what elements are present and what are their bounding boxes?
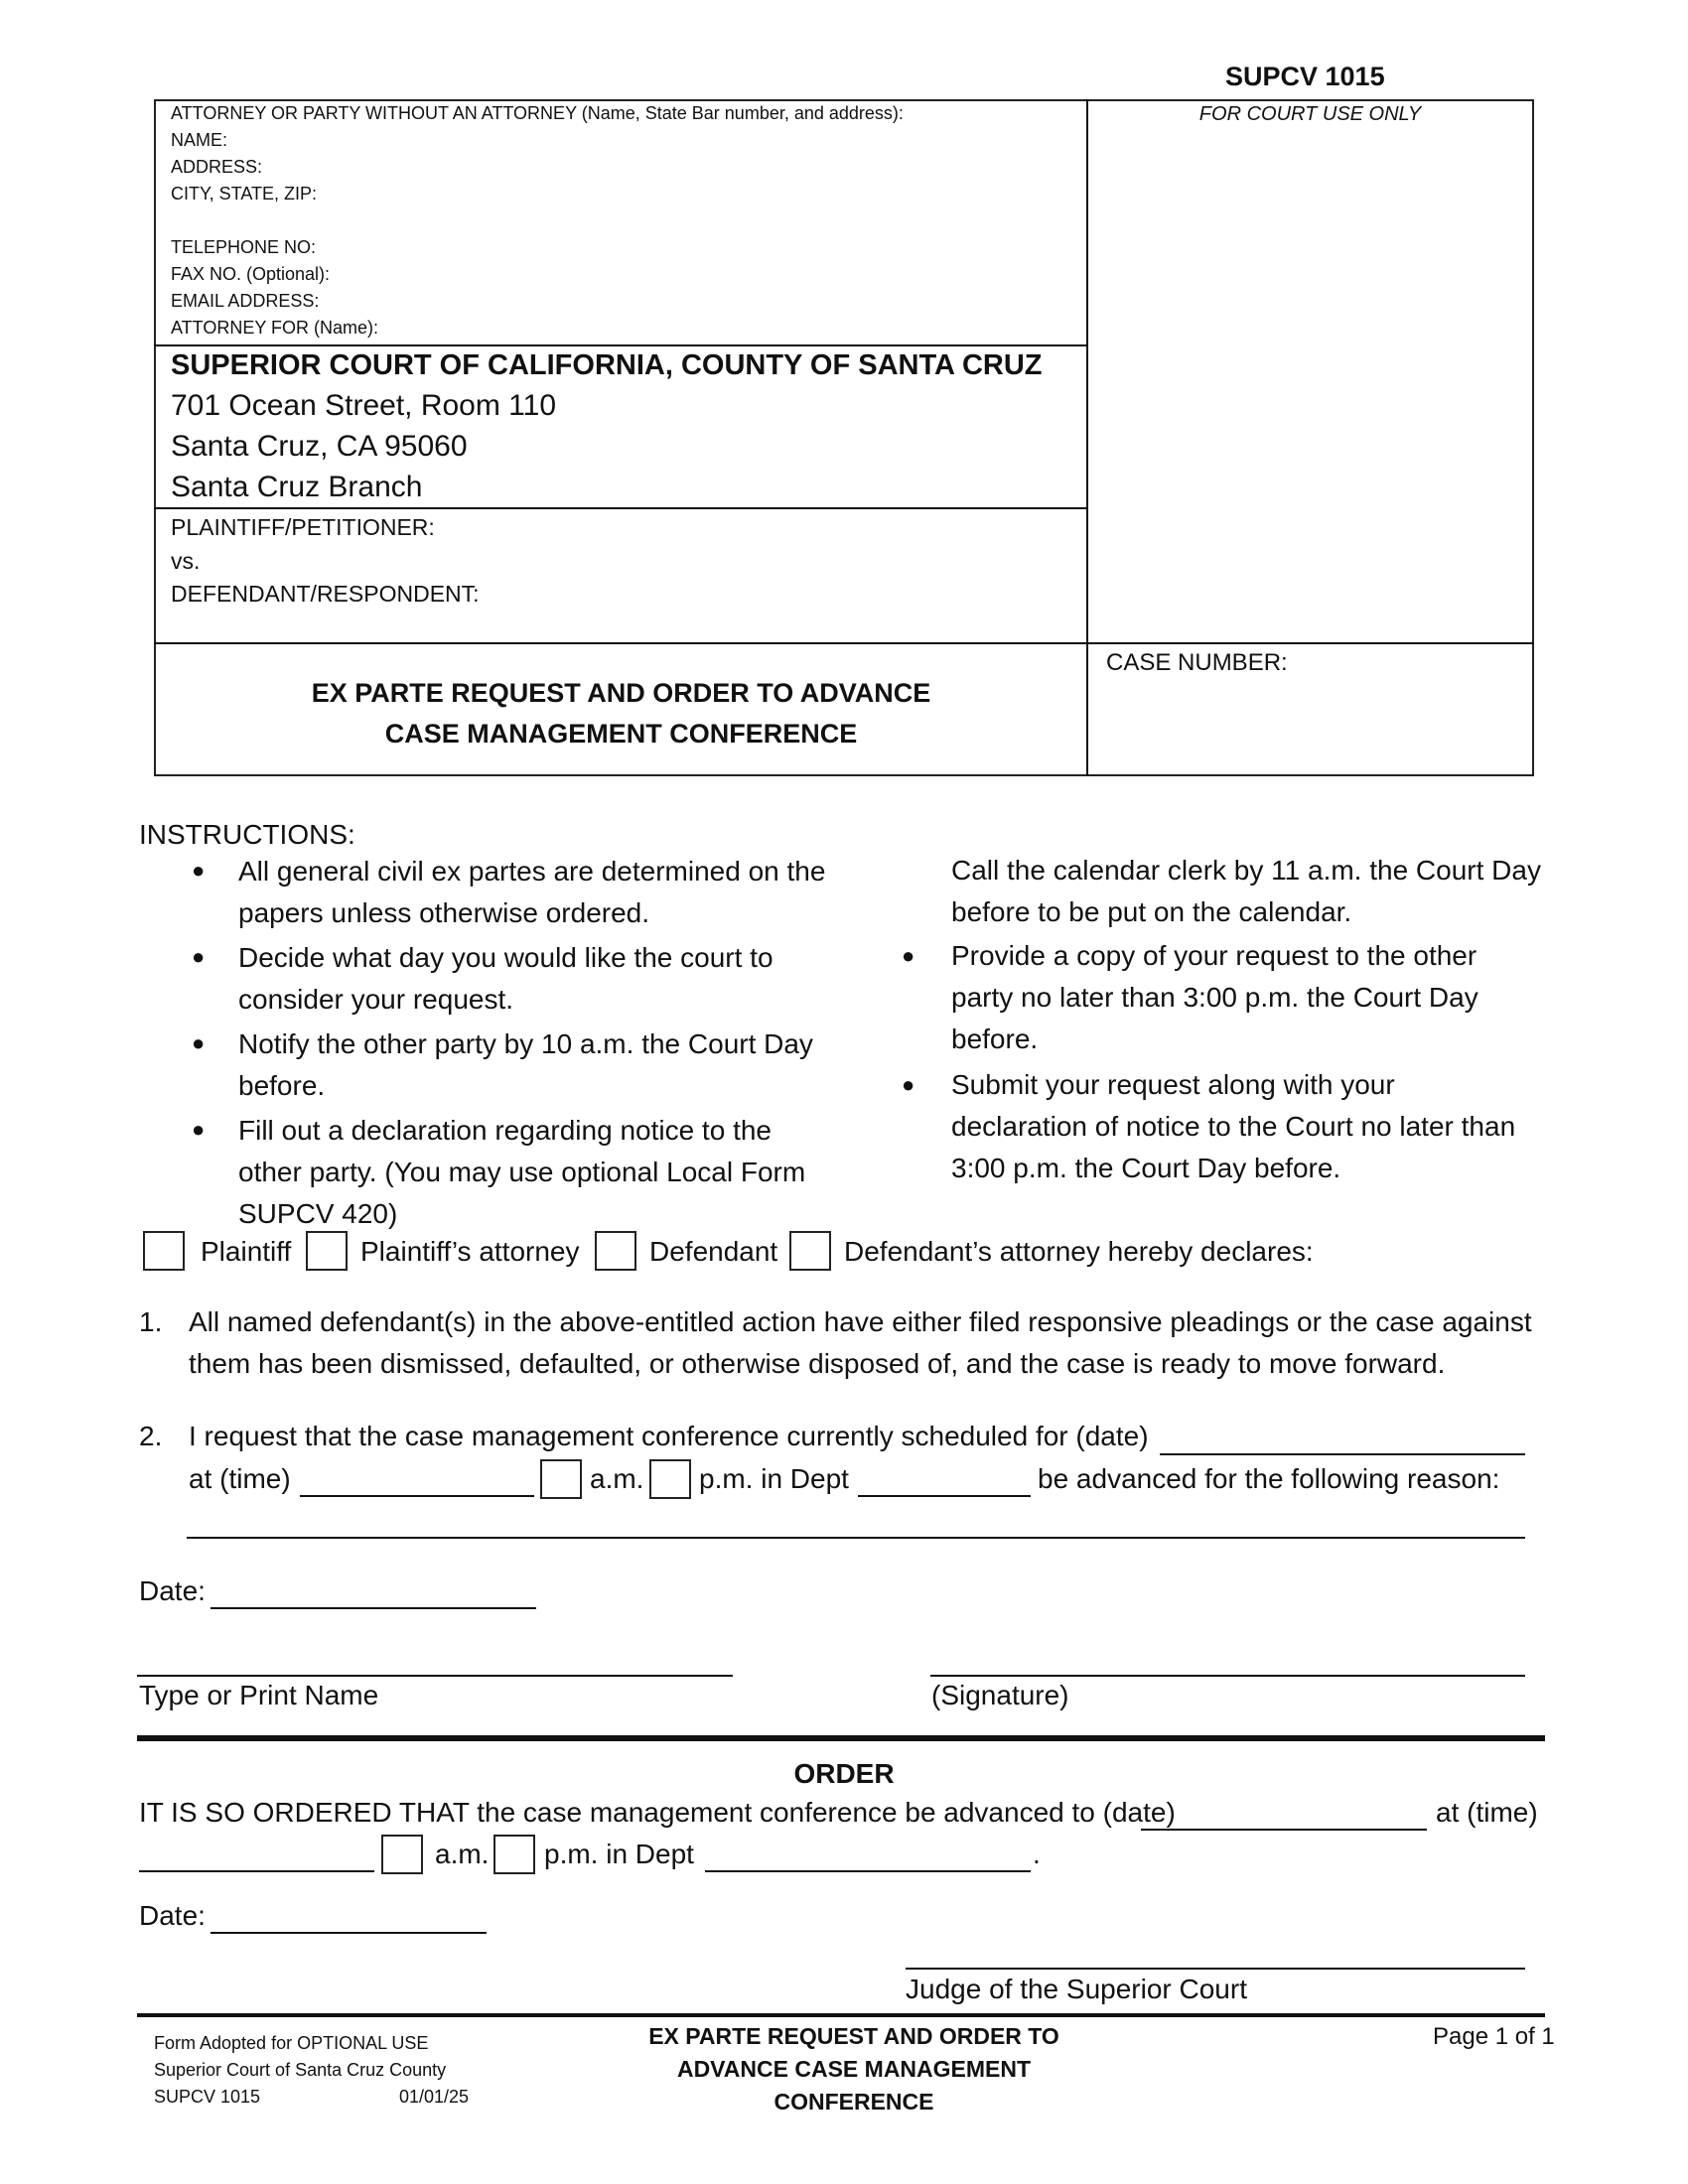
order-am-label: a.m. xyxy=(435,1839,490,1869)
plaintiff-checkbox-label: Plaintiff xyxy=(201,1236,292,1267)
instruction-left-4c: SUPCV 420) xyxy=(238,1198,398,1229)
bullet-icon: ● xyxy=(192,1117,206,1142)
cmc-date-field[interactable] xyxy=(1160,1453,1525,1455)
attorney-heading: ATTORNEY OR PARTY WITHOUT AN ATTORNEY (Name, State Bar number, and address): xyxy=(171,103,904,123)
order-heading: ORDER xyxy=(793,1758,895,1789)
plaintiff-label: PLAINTIFF/PETITIONER: xyxy=(171,514,435,540)
order-period: . xyxy=(1033,1839,1041,1869)
instruction-right-1a: Provide a copy of your request to the other xyxy=(951,940,1477,971)
court-name: SUPERIOR COURT OF CALIFORNIA, COUNTY OF SANTA CRUZ xyxy=(171,349,1043,381)
bullet-icon: ● xyxy=(192,1030,206,1055)
defendant-attorney-checkbox-label: Defendant’s attorney hereby declares: xyxy=(844,1236,1314,1267)
bullet-icon: ● xyxy=(902,1072,915,1097)
footer-title-line3: CONFERENCE xyxy=(774,2089,934,2115)
footer-court: Superior Court of Santa Cruz County xyxy=(154,2060,447,2080)
instruction-right-1c: before. xyxy=(951,1024,1039,1054)
city-label: CITY, STATE, ZIP: xyxy=(171,184,318,204)
item2-pm-dept-label: p.m. in Dept xyxy=(699,1463,849,1494)
order-line1: IT IS SO ORDERED THAT the case management conference be advanced to (date) xyxy=(139,1797,1176,1828)
print-name-label: Type or Print Name xyxy=(139,1680,379,1710)
fax-label: FAX NO. (Optional): xyxy=(171,264,331,284)
case-number-label: CASE NUMBER: xyxy=(1106,649,1288,676)
item1-line2: them has been dismissed, defaulted, or otherwise disposed of, and the case is ready to move forward. xyxy=(189,1348,1446,1379)
order-date-field[interactable] xyxy=(1141,1829,1427,1831)
judge-signature-field[interactable] xyxy=(906,1968,1525,1970)
bullet-icon: ● xyxy=(192,944,206,969)
order-dept-field[interactable] xyxy=(705,1870,1031,1872)
plaintiff-checkbox[interactable] xyxy=(143,1231,185,1271)
judge-label: Judge of the Superior Court xyxy=(906,1974,1247,2004)
signature-field[interactable] xyxy=(930,1675,1525,1677)
defendant-checkbox-label: Defendant xyxy=(649,1236,778,1267)
instruction-left-4a: Fill out a declaration regarding notice to the xyxy=(238,1115,772,1146)
order-pm-checkbox[interactable] xyxy=(493,1835,535,1874)
cmc-pm-checkbox[interactable] xyxy=(649,1459,691,1499)
email-label: EMAIL ADDRESS: xyxy=(171,291,320,311)
footer-separator xyxy=(137,2013,1545,2017)
form-id: SUPCV 1015 xyxy=(1225,62,1385,91)
order-separator xyxy=(137,1735,1545,1741)
order-date-label: Date: xyxy=(139,1900,206,1931)
form-title-line1: EX PARTE REQUEST AND ORDER TO ADVANCE xyxy=(311,678,931,708)
cmc-am-checkbox[interactable] xyxy=(540,1459,582,1499)
telephone-label: TELEPHONE NO: xyxy=(171,237,317,257)
instruction-left-4b: other party. (You may use optional Local Form xyxy=(238,1157,806,1187)
name-label: NAME: xyxy=(171,130,228,150)
vs-label: vs. xyxy=(171,548,201,574)
item2-line1: I request that the case management conference currently scheduled for (date) xyxy=(189,1421,1149,1451)
print-name-field[interactable] xyxy=(137,1675,733,1677)
defendant-attorney-checkbox[interactable] xyxy=(789,1231,831,1271)
form-title-line2: CASE MANAGEMENT CONFERENCE xyxy=(384,719,858,749)
request-date-label: Date: xyxy=(139,1575,206,1606)
divider-court-parties xyxy=(154,507,1088,509)
item2-number: 2. xyxy=(139,1421,163,1451)
attorney-for-label: ATTORNEY FOR (Name): xyxy=(171,318,379,338)
instruction-right-2c: 3:00 p.m. the Court Day before. xyxy=(951,1153,1341,1183)
signature-label: (Signature) xyxy=(931,1680,1069,1710)
court-street: 701 Ocean Street, Room 110 xyxy=(171,389,557,422)
divider-attorney-court xyxy=(154,344,1088,346)
instruction-right-2a: Submit your request along with your xyxy=(951,1069,1395,1100)
court-branch: Santa Cruz Branch xyxy=(171,471,423,503)
court-city: Santa Cruz, CA 95060 xyxy=(171,430,468,463)
plaintiff-attorney-checkbox-label: Plaintiff’s attorney xyxy=(360,1236,580,1267)
order-pm-dept-label: p.m. in Dept xyxy=(544,1839,694,1869)
instruction-left-1b: papers unless otherwise ordered. xyxy=(238,897,650,928)
instruction-left-3b: before. xyxy=(238,1070,326,1101)
caption-divider xyxy=(1086,99,1088,776)
item1-line1: All named defendant(s) in the above-entitled action have either filed responsive pleadings or the case against xyxy=(189,1306,1532,1337)
defendant-label: DEFENDANT/RESPONDENT: xyxy=(171,581,480,607)
divider-parties-title xyxy=(154,642,1534,644)
instruction-left-1a: All general civil ex partes are determined on the xyxy=(238,856,826,887)
order-signed-date-field[interactable] xyxy=(211,1932,487,1934)
order-time-field[interactable] xyxy=(139,1870,374,1872)
instruction-right-cont-b: before to be put on the calendar. xyxy=(951,896,1352,927)
instruction-left-3a: Notify the other party by 10 a.m. the Court Day xyxy=(238,1028,813,1059)
footer-form-date: 01/01/25 xyxy=(399,2087,470,2107)
reason-field[interactable] xyxy=(187,1537,1525,1539)
instruction-left-2a: Decide what day you would like the court to xyxy=(238,942,774,973)
item2-at-time: at (time) xyxy=(189,1463,291,1494)
cmc-dept-field[interactable] xyxy=(858,1495,1031,1497)
request-date-field[interactable] xyxy=(211,1607,536,1609)
item1-number: 1. xyxy=(139,1306,163,1337)
footer-form-code: SUPCV 1015 xyxy=(154,2087,261,2107)
instruction-right-cont-a: Call the calendar clerk by 11 a.m. the Court Day xyxy=(951,855,1541,886)
page-number: Page 1 of 1 xyxy=(1433,2023,1555,2050)
footer-title-line1: EX PARTE REQUEST AND ORDER TO xyxy=(648,2023,1059,2049)
defendant-checkbox[interactable] xyxy=(595,1231,636,1271)
court-use-only: FOR COURT USE ONLY xyxy=(1198,103,1422,125)
bullet-icon: ● xyxy=(902,943,915,968)
footer-title-line2: ADVANCE CASE MANAGEMENT xyxy=(676,2056,1032,2082)
item2-am-label: a.m. xyxy=(590,1463,644,1494)
instruction-left-2b: consider your request. xyxy=(238,984,514,1015)
order-am-checkbox[interactable] xyxy=(381,1835,423,1874)
footer-adopted: Form Adopted for OPTIONAL USE xyxy=(154,2033,429,2053)
instruction-right-1b: party no later than 3:00 p.m. the Court Day xyxy=(951,982,1478,1013)
cmc-time-field[interactable] xyxy=(300,1495,534,1497)
bullet-icon: ● xyxy=(192,858,206,883)
item2-reason-label: be advanced for the following reason: xyxy=(1038,1463,1500,1494)
order-at-time: at (time) xyxy=(1436,1797,1538,1828)
plaintiff-attorney-checkbox[interactable] xyxy=(306,1231,348,1271)
instructions-heading: INSTRUCTIONS: xyxy=(139,819,355,850)
instruction-right-2b: declaration of notice to the Court no later than xyxy=(951,1111,1516,1142)
address-label: ADDRESS: xyxy=(171,157,263,177)
